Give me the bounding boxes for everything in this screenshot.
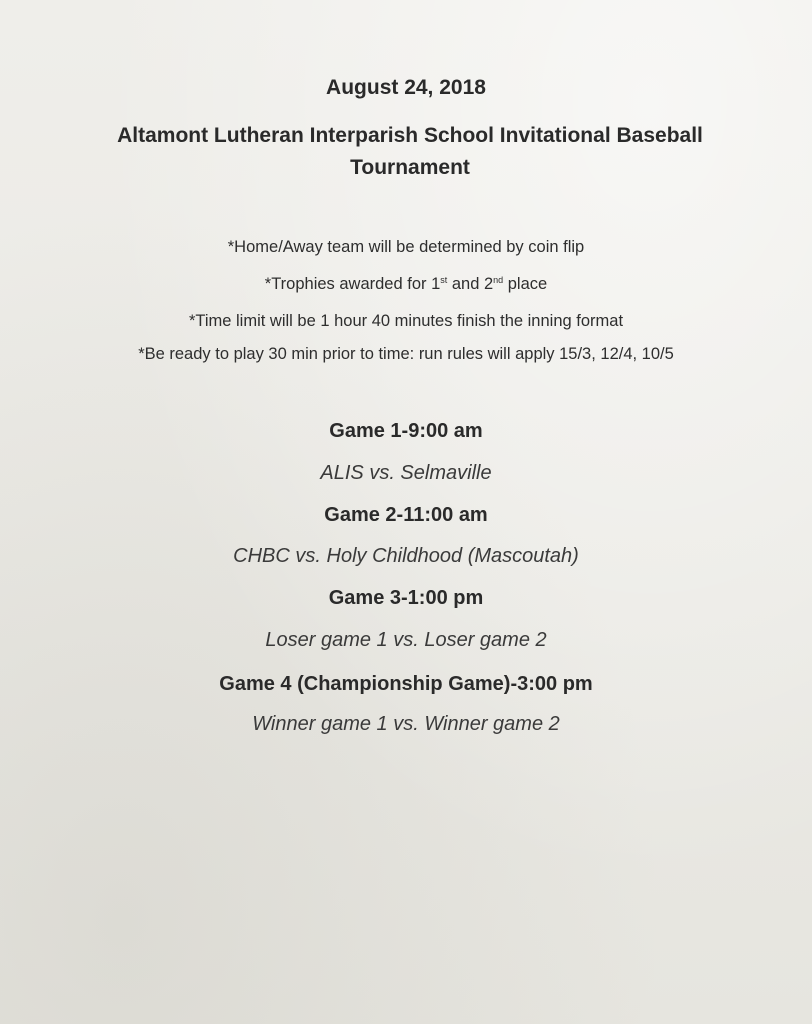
document-date: August 24, 2018 bbox=[326, 76, 486, 99]
rule-ready: *Be ready to play 30 min prior to time: run rules will apply 15/3, 12/4, 10/5 bbox=[138, 345, 674, 363]
rule-trophies-sup-1: st bbox=[440, 275, 448, 285]
game-4-heading: Game 4 (Championship Game)-3:00 pm bbox=[219, 673, 593, 695]
tournament-title: Altamont Lutheran Interparish School Invitational Baseball Tournament bbox=[117, 124, 703, 179]
game-3-matchup: Loser game 1 vs. Loser game 2 bbox=[265, 629, 547, 651]
rule-trophies-text-2: and 2 bbox=[447, 275, 494, 293]
game-3-heading: Game 3-1:00 pm bbox=[328, 587, 484, 609]
rule-trophies-text-1: *Trophies awarded for 1 bbox=[264, 275, 441, 293]
game-2-heading: Game 2-11:00 am bbox=[324, 504, 488, 526]
rule-trophies-text-3: place bbox=[503, 275, 548, 293]
game-1-heading: Game 1-9:00 am bbox=[329, 420, 483, 442]
rule-trophies-sup-2: nd bbox=[493, 275, 504, 285]
rule-trophies bbox=[0, 275, 812, 294]
game-2-matchup: CHBC vs. Holy Childhood (Mascoutah) bbox=[233, 545, 579, 567]
rule-home-away: *Home/Away team will be determined by coin flip bbox=[227, 238, 585, 256]
game-4-matchup: Winner game 1 vs. Winner game 2 bbox=[252, 713, 560, 735]
rule-time-limit: *Time limit will be 1 hour 40 minutes finish the inning format bbox=[188, 312, 624, 330]
game-1-matchup: ALIS vs. Selmaville bbox=[320, 462, 492, 484]
